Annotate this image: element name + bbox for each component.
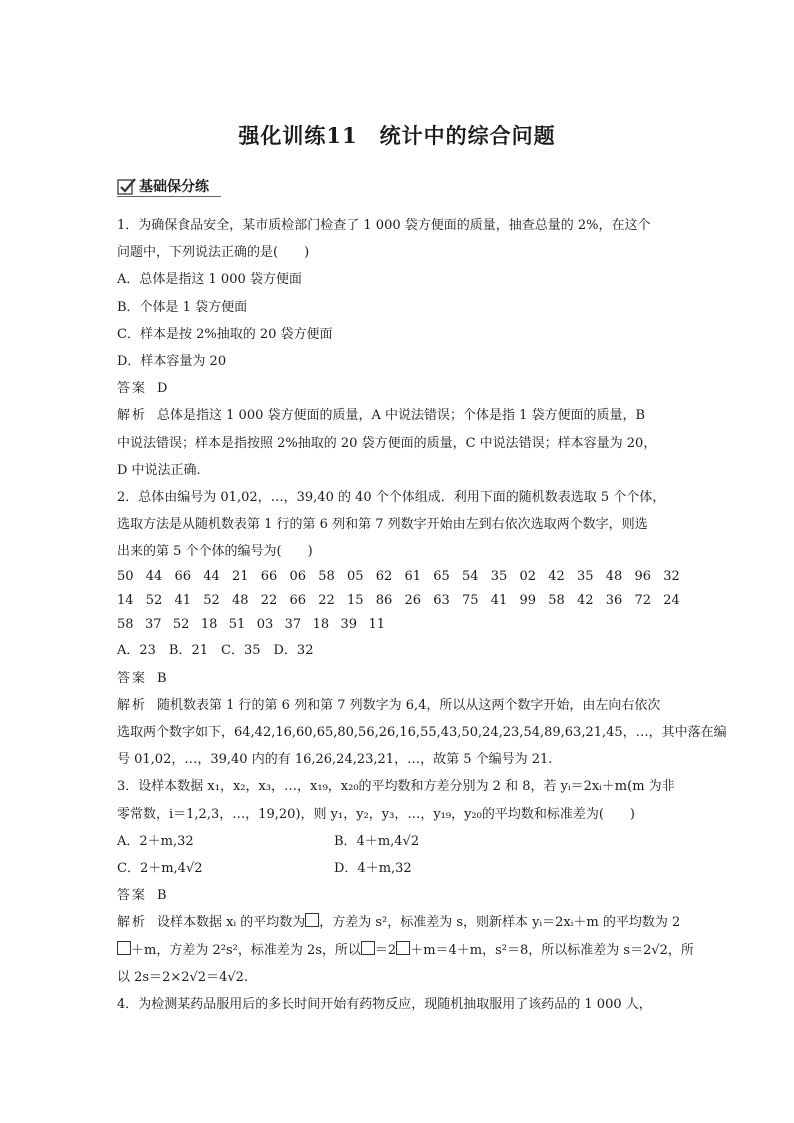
random-number: 48 [605,569,623,585]
analysis-label: 解析 [117,915,148,931]
q3-analysis-line-1 [117,909,680,936]
random-number: 35 [577,569,594,585]
q1-answer [117,375,680,402]
missing-symbol-icon [305,913,319,927]
random-number: 86 [375,593,393,609]
random-number: 24 [663,593,680,609]
random-number: 32 [663,569,680,585]
q3-options-row-2 [117,855,680,882]
random-number: 58 [318,569,335,585]
q1-analysis-text-1: 总体是指这 1 000 袋方便面的质量，A 中说法错误；个体是指 1 袋方便面的质量，B [157,408,646,424]
q1-analysis-line-1 [117,402,680,429]
q1-option-c: C．样本是按 2%抽取的 20 袋方便面 [117,326,333,342]
random-number: 52 [172,617,190,633]
q3-option-c: C．2＋m,4√2 [117,860,203,876]
random-number: 66 [260,569,278,585]
random-number: 72 [634,593,652,609]
q1-analysis-line-3: D 中说法正确. [117,462,201,478]
missing-symbol-icon [396,941,410,955]
random-number: 22 [318,593,335,609]
random-table-row-3 [117,613,385,637]
random-number: 62 [375,569,393,585]
random-number: 22 [260,593,278,609]
q2-answer [117,665,680,692]
random-number: 66 [174,569,192,585]
random-number: 15 [347,593,364,609]
random-number: 58 [117,617,134,633]
random-number: 36 [605,593,623,609]
random-number: 35 [490,569,508,585]
q3-options-row-1 [117,828,680,855]
random-number: 52 [145,593,163,609]
q3-line-2: 零常数，i＝1,2,3，…，19,20)，则 y₁，y₂，y₃，…，y₁₉，y₂₀的平均数和标准差为( ) [117,806,636,822]
q3-option-a: A．2＋m,32 [117,833,194,849]
random-number: 50 [117,569,134,585]
random-number: 63 [433,593,450,609]
q2-analysis-line-3: 号 01,02，…，39,40 内的有 16,26,24,23,21，…，故第 5 个编号为 21. [117,752,553,768]
random-number: 41 [174,593,192,609]
q2-analysis-text-1: 随机数表第 1 行的第 6 列和第 7 列数字为 6,4，所以从这两个数字开始，由左向右依次 [157,697,661,713]
q2-line-3: 出来的第 5 个个体的编号为( ) [117,544,313,560]
random-number: 42 [548,569,565,585]
random-number: 06 [289,569,307,585]
random-number: 18 [312,617,330,633]
random-number: 39 [340,617,358,633]
document-body [117,212,727,1018]
random-number: 58 [548,593,565,609]
q1-line-1: 1．为确保食品安全，某市质检部门检查了 1 000 袋方便面的质量，抽查总量的 2%，在这个 [117,218,651,233]
q1-option-a: A．总体是指这 1 000 袋方便面 [117,272,302,288]
random-number: 37 [144,617,162,633]
analysis-label: 解析 [117,408,148,424]
random-number: 37 [284,617,302,633]
q3-answer-value: B [157,888,167,904]
q1-analysis-line-2: 中说法错误；样本是指按照 2%抽取的 20 袋方便面的质量，C 中说法错误；样本容量为 20， [117,435,657,451]
random-number: 42 [577,593,594,609]
q3-option-b: B．4＋m,4√2 [334,833,420,849]
q3-line-1: 3．设样本数据 x₁，x₂，x₃，…，x₁₉，x₂₀的平均数和方差分别为 2 和 8，若 yᵢ＝2xᵢ＋m(m 为非 [117,779,675,795]
answer-label: 答案 [117,888,148,904]
q2-line-1: 2．总体由编号为 01,02，…，39,40 的 40 个个体组成．利用下面的随机数表选取 5 个个体， [117,489,666,505]
random-number: 66 [289,593,307,609]
random-table-row-2 [117,589,680,613]
random-number: 65 [433,569,450,585]
q3-analysis-text-1a: 设样本数据 xᵢ 的平均数为 [157,915,306,931]
random-number: 41 [490,593,508,609]
random-number: 05 [347,569,364,585]
q1-option-b: B．个体是 1 袋方便面 [117,299,248,315]
random-number: 21 [232,569,249,585]
q3-analysis-text-2a: ＋m，方差为 2²s²，标准差为 2s，所以 [131,942,361,958]
q2-answer-value: B [157,670,167,686]
random-number: 26 [404,593,422,609]
answer-label: 答案 [117,670,148,686]
q3-analysis-text-1b: ，方差为 s²，标准差为 s，则新样本 yᵢ＝2xᵢ＋m 的平均数为 2 [319,915,681,931]
missing-symbol-icon [117,941,131,955]
q3-analysis-line-3: 以 2s＝2×2√2＝4√2. [117,969,249,985]
q2-options: A．23 B．21 C．35 D．32 [117,643,314,659]
random-number: 11 [368,617,385,633]
random-number: 51 [228,617,246,633]
q3-analysis-text-2c: ＋m＝4＋m，s²＝8，所以标准差为 s＝2√2，所 [410,942,694,958]
q3-analysis-line-2 [117,937,694,964]
answer-label: 答案 [117,381,148,397]
q3-option-d: D．4＋m,32 [334,860,412,876]
checkbox-check-icon [117,177,137,197]
random-number: 75 [462,593,479,609]
q1-line-2: 问题中，下列说法正确的是( ) [117,245,310,261]
random-number: 44 [145,569,163,585]
random-number: 02 [519,569,537,585]
random-number: 48 [232,593,249,609]
q1-option-d: D．样本容量为 20 [117,353,227,369]
missing-symbol-icon [361,941,375,955]
analysis-label: 解析 [117,697,148,713]
q2-analysis-line-1 [117,692,680,719]
random-number: 99 [519,593,537,609]
q4-line-1: 4．为检测某药品服用后的多长时间开始有药物反应，现随机抽取服用了该药品的 1 000 人， [117,996,652,1012]
q2-analysis-line-2: 选取两个数字如下，64,42,16,60,65,80,56,26,16,55,43,50,24,23,54,89,63,21,45，…，其中落在编 [117,725,727,740]
random-number: 14 [117,593,134,609]
q3-answer [117,882,680,909]
random-number: 96 [634,569,652,585]
random-number: 54 [462,569,479,585]
random-number: 03 [256,617,274,633]
random-number: 52 [203,593,220,609]
section-underline [117,196,221,197]
q3-analysis-text-2b: ＝2 [374,942,397,958]
random-number: 18 [200,617,218,633]
page-title: 强化训练11 统计中的综合问题 [238,123,556,148]
section-header [117,176,221,198]
q1-answer-value: D [157,381,168,397]
q2-line-2: 选取方法是从随机数表第 1 行的第 6 列和第 7 列数字开始由左到右依次选取两个数字，则选 [117,517,648,533]
random-number: 44 [203,569,220,585]
random-table-row-1 [117,565,680,589]
section-label: 基础保分练 [139,179,209,195]
random-number: 61 [404,569,422,585]
